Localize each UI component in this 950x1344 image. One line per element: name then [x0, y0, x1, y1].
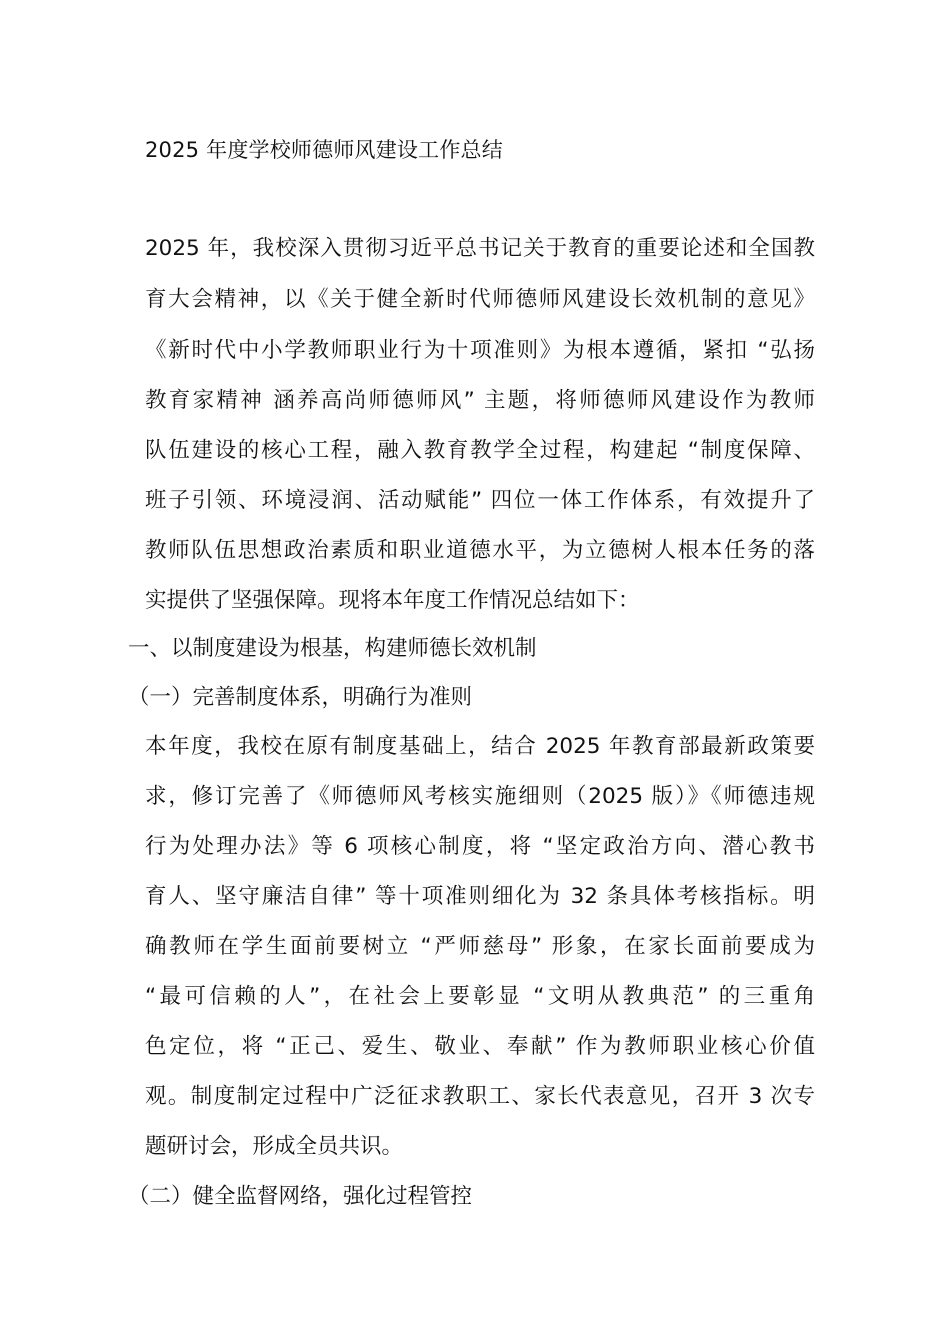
paragraph-line: 教师队伍思想政治素质和职业道德水平，为立德树人根本任务的落	[145, 538, 815, 563]
paragraph-line: 班子引领、环境浸润、活动赋能” 四位一体工作体系，有效提升了	[145, 488, 815, 513]
paragraph-line: 育大会精神，以《关于健全新时代师德师风建设长效机制的意见》	[145, 287, 815, 312]
paragraph-line: 色定位，将 “正己、爱生、敬业、奉献” 作为教师职业核心价值	[145, 1034, 815, 1059]
paragraph-line: 行为处理办法》等 6 项核心制度，将 “坚定政治方向、潜心教书	[145, 834, 815, 859]
paragraph-line: 题研讨会，形成全员共识。	[145, 1134, 404, 1159]
paragraph-line: 队伍建设的核心工程，融入教育教学全过程，构建起 “制度保障、	[145, 438, 815, 463]
subsection-heading: （一）完善制度体系，明确行为准则	[128, 685, 473, 710]
paragraph-line: 实提供了坚强保障。现将本年度工作情况总结如下：	[145, 588, 640, 613]
paragraph-line: 确教师在学生面前要树立 “严师慈母” 形象，在家长面前要成为	[145, 934, 815, 959]
paragraph-line: “最可信赖的人”，在社会上要彰显 “文明从教典范” 的三重角	[145, 984, 815, 1009]
paragraph-line: 本年度，我校在原有制度基础上，结合 2025 年教育部最新政策要	[145, 734, 815, 759]
subsection-heading: （二）健全监督网络，强化过程管控	[128, 1184, 473, 1209]
paragraph-line: 求，修订完善了《师德师风考核实施细则（2025 版）》《师德违规	[145, 784, 815, 809]
paragraph-line: 教育家精神 涵养高尚师德师风” 主题，将师德师风建设作为教师	[145, 388, 815, 413]
paragraph-line: 观。制度制定过程中广泛征求教职工、家长代表意见，召开 3 次专	[145, 1084, 815, 1109]
paragraph-line: 育人、坚守廉洁自律” 等十项准则细化为 32 条具体考核指标。明	[145, 884, 815, 909]
document-title: 2025 年度学校师德师风建设工作总结	[145, 138, 503, 162]
section-heading: 一、以制度建设为根基，构建师德长效机制	[128, 636, 537, 661]
paragraph-line: 《新时代中小学教师职业行为十项准则》为根本遵循，紧扣 “弘扬	[145, 338, 815, 363]
paragraph-line: 2025 年，我校深入贯彻习近平总书记关于教育的重要论述和全国教	[145, 236, 815, 261]
